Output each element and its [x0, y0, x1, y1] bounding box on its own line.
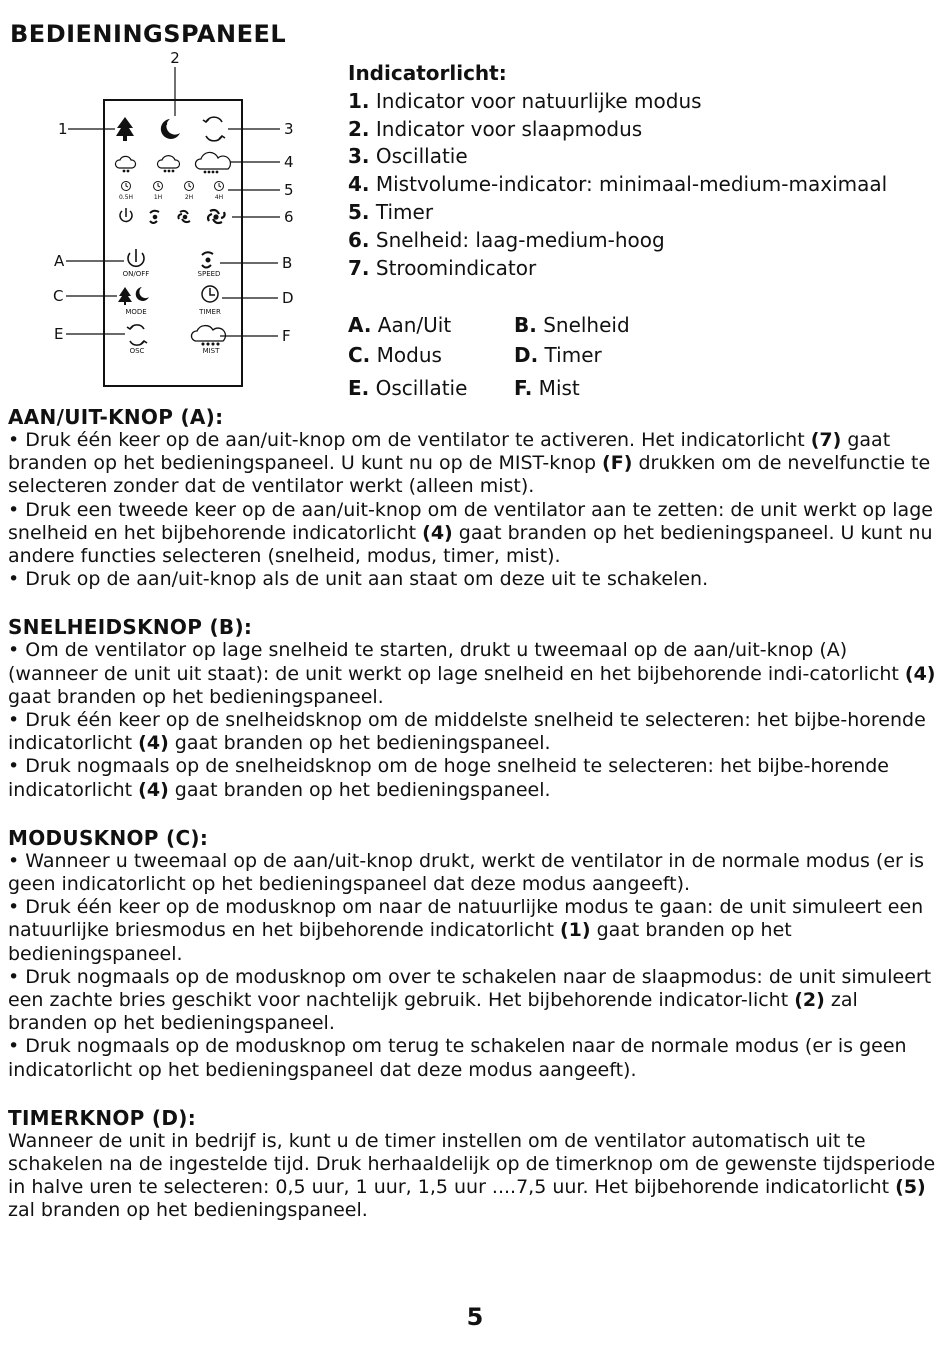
fan-medium-icon	[178, 211, 190, 222]
mist-medium-icon	[157, 156, 179, 172]
svg-text:OSC: OSC	[129, 347, 145, 355]
callout-f: F	[282, 327, 291, 345]
paragraph: • Druk één keer op de modusknop om naar de natuurlijke modus te gaan: de unit simuleert een natuurlijke briesmodus en het bijbehorende indicatorlicht (1) gaat branden op het bedieningspaneel.	[8, 896, 924, 965]
control-panel-diagram	[45, 45, 310, 395]
indicator-legend	[348, 60, 887, 282]
fan-low-icon	[150, 211, 159, 223]
paragraph: • Druk nogmaals op de modusknop om terug te schakelen naar de normale modus (er is geen indicatorlicht op het bedieningspaneel dat deze modus aangeeft).	[8, 1035, 907, 1081]
onoff-button[interactable]	[123, 249, 150, 278]
callout-c: C	[53, 287, 64, 305]
paragraph: • Wanneer u tweemaal op de aan/uit-knop drukt, werkt de ventilator in de normale modus (er is geen indicatorlicht op het bedieningspaneel dat deze modus aangeeft).	[8, 849, 925, 896]
button-legend	[348, 310, 630, 403]
paragraph: • Druk één keer op de aan/uit-knop om de ventilator te activeren. Het indicatorlicht (7) gaat branden op het bedieningspaneel. U kunt nu op de MIST-knop (F) drukken om de nevelfunctie te selecteren zonder dat de ventilator werkt (alleen mist).	[8, 429, 931, 498]
section-speed	[8, 615, 943, 801]
section-heading: AAN/UIT-KNOP (A):	[8, 405, 224, 429]
callout-6: 6	[284, 208, 294, 226]
page-title: BEDIENINGSPANEEL	[10, 20, 287, 48]
moon-icon	[161, 119, 180, 139]
instructions	[8, 405, 943, 1247]
svg-text:SPEED: SPEED	[197, 270, 221, 278]
legend-item: 6. Snelheid: laag-medium-hoog	[348, 227, 665, 252]
osc-button[interactable]	[127, 325, 147, 355]
section-timer	[8, 1106, 943, 1223]
paragraph: • Druk nogmaals op de snelheidsknop om de hoge snelheid te selecteren: het bijbe-horende indicatorlicht (4) gaat branden op het bedieningspaneel.	[8, 755, 889, 801]
legend-item: 1. Indicator voor natuurlijke modus	[348, 88, 702, 113]
svg-text:2H: 2H	[184, 194, 194, 201]
paragraph: • Druk nogmaals op de modusknop om over te schakelen naar de slaapmodus: de unit simuleert een zachte bries geschikt voor nachtelijk gebruik. Het bijbehorende indicator-licht (2) zal branden op het bedieningspaneel.	[8, 965, 932, 1035]
speed-button[interactable]	[198, 252, 221, 278]
callout-4: 4	[284, 153, 294, 171]
paragraph: • Druk een tweede keer op de aan/uit-knop om de ventilator aan te zetten: de unit werkt op lage snelheid en het bijbehorende indicatorlicht (4) gaat branden op het bedieningspaneel. U kunt nu andere functies selecteren (snelheid, modus, timer, mist).	[8, 498, 933, 568]
page-number: 5	[466, 1303, 484, 1331]
svg-text:MIST: MIST	[202, 347, 220, 355]
button-legend-e: E. Oscillatie	[348, 376, 468, 400]
callout-1: 1	[58, 120, 68, 138]
legend-heading: Indicatorlicht:	[348, 61, 507, 85]
panel-frame	[104, 100, 242, 386]
callout-5: 5	[284, 181, 294, 199]
section-onoff	[8, 405, 943, 591]
power-indicator-icon	[120, 208, 132, 221]
paragraph: • Druk één keer op de snelheidsknop om de middelste snelheid te selecteren: het bijbe-horende indicatorlicht (4) gaat branden op het bedieningspaneel.	[8, 709, 926, 755]
legend-item: 4. Mistvolume-indicator: minimaal-medium-maximaal	[348, 172, 888, 197]
section-heading: TIMERKNOP (D):	[8, 1105, 196, 1130]
timer-indicator-0-5h	[119, 182, 133, 202]
button-legend-a: A. Aan/Uit	[348, 313, 452, 337]
legend-item: 7. Stroomindicator	[348, 255, 537, 280]
callout-a: A	[54, 252, 65, 270]
paragraph: • Druk op de aan/uit-knop als de unit aan staat om deze uit te schakelen.	[8, 568, 709, 591]
button-legend-d: D. Timer	[514, 343, 602, 367]
svg-text:1H: 1H	[153, 194, 163, 201]
timer-button[interactable]	[198, 286, 221, 316]
callout-d: D	[282, 289, 294, 307]
legend-item: 3. Oscillatie	[348, 144, 468, 169]
section-heading: SNELHEIDSKNOP (B):	[8, 615, 253, 640]
svg-text:MODE: MODE	[125, 308, 147, 316]
button-legend-b: B. Snelheid	[514, 313, 630, 337]
timer-indicator-1h	[154, 182, 163, 202]
section-heading: MODUSKNOP (C):	[8, 825, 209, 850]
paragraph: Wanneer de unit in bedrijf is, kunt u de timer instellen om de ventilator automatisch uit te schakelen na de ingestelde tijd. Druk herhaaldelijk op de timerknop om de gewenste tijdsperiode in halve uren te selecteren: 0,5 uur, 1 uur, 1,5 uur ....7,5 uur. Het bijbehorende indicatorlicht (5) zal branden op het bedieningspaneel.	[8, 1129, 936, 1222]
tree-icon	[116, 117, 134, 141]
timer-indicator-2h	[185, 182, 194, 202]
callout-3: 3	[284, 120, 294, 138]
mist-button[interactable]	[191, 326, 225, 355]
legend-item: 5. Timer	[348, 199, 434, 224]
callout-2: 2	[170, 49, 180, 67]
svg-text:ON/OFF: ON/OFF	[122, 270, 150, 278]
svg-text:TIMER: TIMER	[199, 308, 221, 316]
svg-text:0.5H: 0.5H	[118, 194, 134, 201]
button-legend-c: C. Modus	[348, 343, 442, 367]
paragraph: • Om de ventilator op lage snelheid te starten, drukt u tweemaal op de aan/uit-knop (A) (wanneer de unit uit staat): de unit werkt op lage snelheid en het bijbehorende indi-catorlicht (4) gaat branden op het bedieningspaneel.	[8, 639, 936, 708]
legend-item: 2. Indicator voor slaapmodus	[348, 116, 643, 141]
section-mode	[8, 826, 943, 1082]
svg-text:4H: 4H	[214, 194, 224, 201]
fan-high-icon	[208, 210, 225, 223]
mist-high-icon	[195, 152, 230, 172]
mode-button[interactable]	[118, 287, 149, 316]
callout-b: B	[282, 254, 293, 272]
mist-low-icon	[115, 156, 135, 171]
button-legend-f: F. Mist	[514, 376, 580, 400]
oscillation-icon	[203, 117, 225, 141]
timer-indicator-4h	[215, 182, 224, 202]
callout-e: E	[54, 325, 64, 343]
